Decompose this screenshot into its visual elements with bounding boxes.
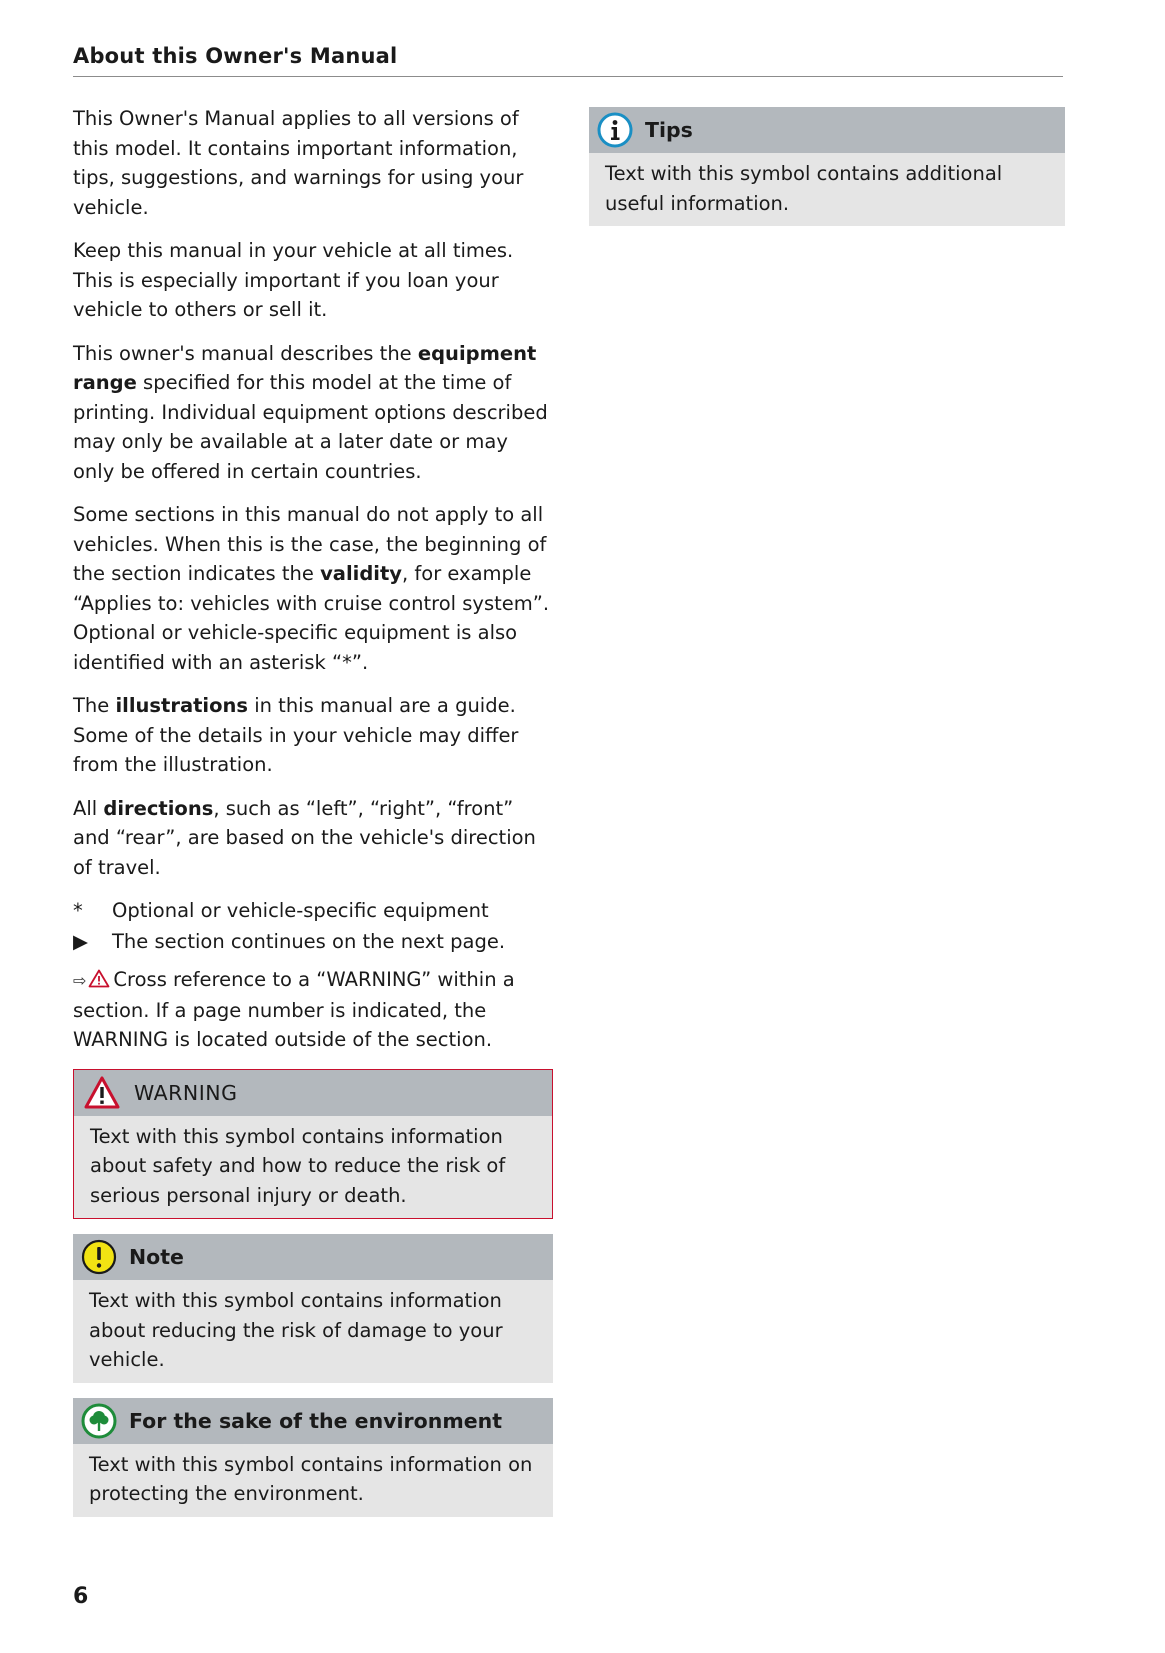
warning-box-text: Text with this symbol contains information about safety and how to reduce the risk of serious personal injury or death. (74, 1116, 552, 1219)
legend-continues-text: The section continues on the next page. (112, 930, 506, 953)
environment-box-title: For the sake of the environment (129, 1408, 503, 1433)
page-header-title: About this Owner's Manual (73, 44, 1063, 77)
exclamation-circle-icon (81, 1239, 117, 1275)
note-box-header (73, 1234, 553, 1280)
right-column (589, 107, 1065, 241)
cross-reference-paragraph (73, 965, 553, 1055)
warning-box-header (74, 1070, 552, 1116)
page-number: 6 (73, 1584, 89, 1609)
legend-asterisk (73, 895, 553, 926)
tips-box-title: Tips (645, 118, 693, 142)
validity-paragraph: Some sections in this manual do not apply to all vehicles. When this is the case, the beginning of the section indicates the validity, for example “Applies to: vehicles with cruise control system”. Optional or vehicle-specific equipment is also identified with an asterisk “*”. (73, 503, 550, 674)
warning-triangle-icon (82, 1075, 122, 1111)
note-box-text: Text with this symbol contains information about reducing the risk of damage to your vehicle. (73, 1280, 553, 1383)
asterisk-symbol: * (73, 899, 83, 922)
equipment-paragraph: This owner's manual describes the equipment range specified for this model at the time of printing. Individual equipment options described may only be available at a later date or may only be offered in certain countries. (73, 341, 548, 483)
tips-box-text: Text with this symbol contains additional useful information. (589, 153, 1065, 226)
cross-reference-arrow-icon: ⇨ (73, 971, 87, 990)
note-box-title: Note (129, 1245, 184, 1269)
note-box (73, 1234, 553, 1383)
cross-reference-text: Cross reference to a “WARNING” within a section. If a page number is indicated, the WARNING is located outside of the section. (73, 968, 515, 1051)
directions-paragraph: All directions, such as “left”, “right”, “front” and “rear”, are based on the vehicle's direction of travel. (73, 796, 536, 879)
environment-box-header (73, 1398, 553, 1444)
keep-manual-paragraph: Keep this manual in your vehicle at all times. This is especially important if you loan your vehicle to others or sell it. (73, 239, 514, 321)
tips-box (589, 107, 1065, 226)
warning-small-icon (88, 969, 110, 988)
environment-box-text: Text with this symbol contains information on protecting the environment. (73, 1444, 553, 1517)
illustrations-paragraph: The illustrations in this manual are a guide. Some of the details in your vehicle may differ from the illustration. (73, 694, 519, 776)
continue-arrow-icon: ▶ (73, 930, 88, 953)
legend-asterisk-text: Optional or vehicle-specific equipment (112, 899, 489, 922)
tree-icon (81, 1403, 117, 1439)
info-icon (597, 112, 633, 148)
environment-box (73, 1398, 553, 1517)
warning-box-title: WARNING (134, 1080, 238, 1105)
left-column (73, 104, 553, 1532)
legend-continues (73, 926, 553, 957)
tips-box-header (589, 107, 1065, 153)
intro-paragraph: This Owner's Manual applies to all versions of this model. It contains important information, tips, suggestions, and warnings for using your vehicle. (73, 107, 524, 219)
warning-box (73, 1069, 553, 1220)
